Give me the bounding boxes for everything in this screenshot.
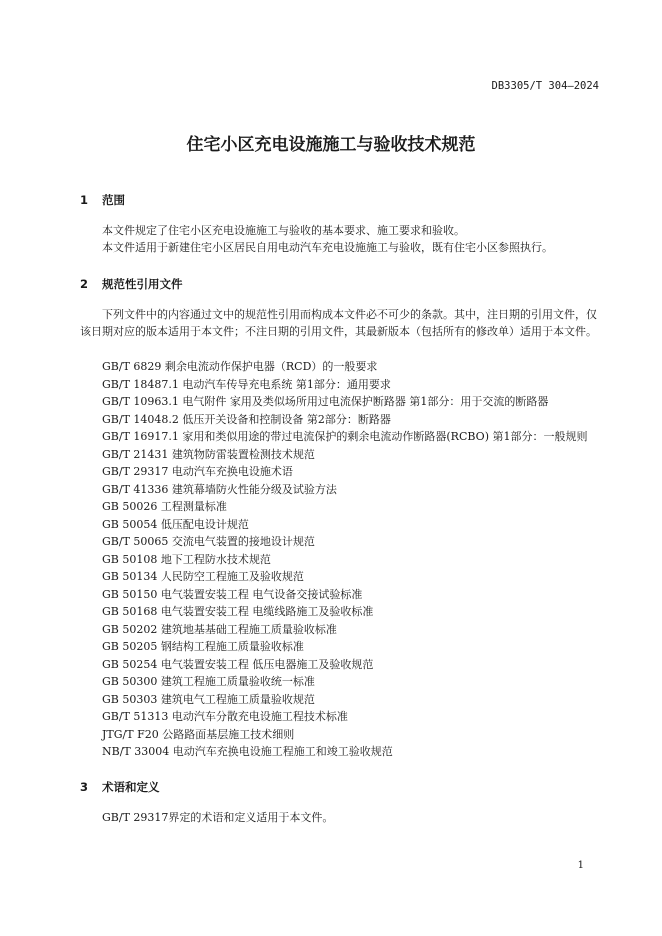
page-number: 1 (577, 860, 584, 871)
scope-paragraph-2: 本文件适用于新建住宅小区居民自用电动汽车充电设施施工与验收，既有住宅小区参照执行。 (102, 241, 553, 254)
section-heading-normative-references (80, 276, 183, 292)
reference-item: GB/T 10963.1 电气附件 家用及类似场所用过电流保护断路器 第1部分：用于交流的断路器 (102, 395, 549, 408)
reference-item: GB 50205 钢结构工程施工质量验收标准 (102, 640, 304, 653)
reference-item: GB 50303 建筑电气工程施工质量验收规范 (102, 692, 315, 706)
reference-item: GB/T 16917.1 家用和类似用途的带过电流保护的剩余电流动作断路器(RCBO) 第1部分：一般规则 (102, 430, 588, 443)
section-number: 3 (80, 780, 89, 794)
section-title: 规范性引用文件 (102, 277, 183, 291)
section-heading-terms-definitions (80, 779, 160, 795)
reference-item: GB/T 14048.2 低压开关设备和控制设备 第2部分：断路器 (102, 412, 391, 426)
reference-item: GB 50054 低压配电设计规范 (102, 517, 249, 531)
reference-item: GB/T 21431 建筑物防雷装置检测技术规范 (102, 447, 315, 461)
section-title: 范围 (102, 193, 126, 207)
reference-item: GB 50134 人民防空工程施工及验收规范 (102, 570, 304, 583)
references-intro-paragraph: 下列文件中的内容通过文中的规范性引用而构成本文件必不可少的条款。其中，注日期的引用文件，仅该日期对应的版本适用于本文件；不注日期的引用文件，其最新版本（包括所有的修改单）适用于本文件。 (80, 308, 597, 338)
terms-paragraph: GB/T 29317界定的术语和定义适用于本文件。 (102, 811, 334, 824)
reference-item: GB/T 50065 交流电气装置的接地设计规范 (102, 535, 315, 548)
reference-item: GB 50168 电气装置安装工程 电缆线路施工及验收标准 (102, 605, 374, 618)
reference-item: GB/T 29317 电动汽车充换电设施术语 (102, 465, 293, 478)
reference-item: GB 50254 电气装置安装工程 低压电器施工及验收规范 (102, 657, 374, 671)
section-heading-scope (80, 192, 125, 208)
reference-item: GB/T 41336 建筑幕墙防火性能分级及试验方法 (102, 482, 337, 496)
reference-item: NB/T 33004 电动汽车充换电设施工程施工和竣工验收规范 (102, 745, 393, 758)
reference-item: GB 50150 电气装置安装工程 电气设备交接试验标准 (102, 587, 363, 601)
reference-item: GB/T 6829 剩余电流动作保护电器（RCD）的一般要求 (102, 360, 378, 373)
section-title: 术语和定义 (102, 780, 160, 794)
reference-list (102, 358, 587, 761)
reference-item: GB/T 18487.1 电动汽车传导充电系统 第1部分：通用要求 (102, 377, 391, 391)
reference-item: GB 50202 建筑地基基础工程施工质量验收标准 (102, 622, 337, 636)
scope-paragraph-1: 本文件规定了住宅小区充电设施施工与验收的基本要求、施工要求和验收。 (102, 224, 465, 237)
document-number: DB3305/T 304—2024 (491, 80, 599, 92)
section-number: 1 (80, 193, 89, 207)
section-number: 2 (80, 277, 89, 291)
reference-item: GB 50300 建筑工程施工质量验收统一标准 (102, 675, 315, 688)
document-title: 住宅小区充电设施施工与验收技术规范 (186, 135, 476, 155)
reference-item: GB 50108 地下工程防水技术规范 (102, 552, 271, 566)
reference-item: GB 50026 工程测量标准 (102, 500, 227, 513)
reference-item: JTG/T F20 公路路面基层施工技术细则 (102, 727, 295, 741)
reference-item: GB/T 51313 电动汽车分散充电设施工程技术标准 (102, 710, 348, 723)
